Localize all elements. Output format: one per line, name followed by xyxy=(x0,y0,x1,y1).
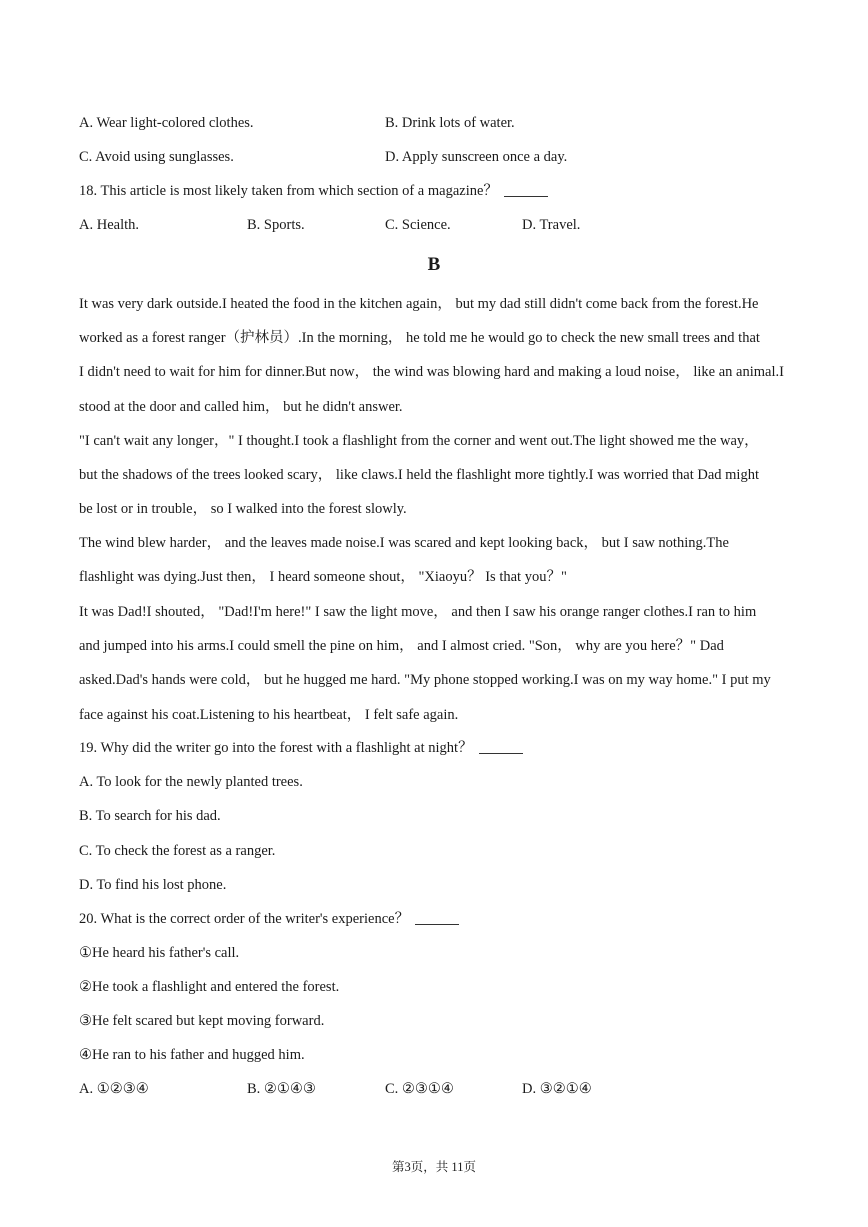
q20-statement-4: ④He ran to his father and hugged him. xyxy=(79,1047,305,1063)
q20-option-a: A. ①②③④ xyxy=(79,1081,149,1097)
answer-blank xyxy=(415,910,459,925)
passage-line: face against his coat.Listening to his heartbeat， I felt safe again. xyxy=(79,706,459,723)
q20-statement-2: ②He took a flashlight and entered the forest. xyxy=(79,979,340,995)
q19-option-d: D. To find his lost phone. xyxy=(79,877,227,893)
passage-line: asked.Dad's hands were cold， but he hugged me hard. "My phone stopped working.I was on my way home." I put my xyxy=(79,672,771,689)
passage-line: I didn't need to wait for him for dinner.But now， the wind was blowing hard and making a loud noise， like an animal.I xyxy=(79,364,784,381)
passage-line: and jumped into his arms.I could smell the pine on him， and I almost cried. "Son， why are you here？" Dad xyxy=(79,638,724,655)
passage-line: It was Dad!I shouted， "Dad!I'm here!" I saw the light move， and then I saw his orange ranger clothes.I ran to him xyxy=(79,604,757,620)
passage-paragraph-4 xyxy=(79,595,791,732)
passage-paragraph-3 xyxy=(79,526,791,594)
q20-option-c: C. ②③①④ xyxy=(385,1081,454,1097)
q20-option-d: D. ③②①④ xyxy=(522,1081,592,1097)
q20-statement-3: ③He felt scared but kept moving forward. xyxy=(79,1013,325,1029)
q18-option-b: B. Sports. xyxy=(247,217,305,233)
q17-option-d: D. Apply sunscreen once a day. xyxy=(385,149,568,165)
section-heading: B xyxy=(427,254,441,275)
q18-option-a: A. Health. xyxy=(79,217,139,233)
answer-blank xyxy=(479,739,523,754)
q19-stem: 19. Why did the writer go into the forest with a flashlight at night？ xyxy=(79,740,473,756)
q17-option-b: B. Drink lots of water. xyxy=(385,115,515,131)
q17-option-c: C. Avoid using sunglasses. xyxy=(79,149,234,165)
passage-paragraph-2 xyxy=(79,424,791,527)
passage-line: The wind blew harder， and the leaves made noise.I was scared and kept looking back， but I saw nothing.The xyxy=(79,535,729,551)
q20-option-b: B. ②①④③ xyxy=(247,1081,316,1097)
q19-option-c: C. To check the forest as a ranger. xyxy=(79,843,276,859)
passage-line: It was very dark outside.I heated the food in the kitchen again， but my dad still didn't come back from the forest.He xyxy=(79,296,759,312)
q20-question xyxy=(79,909,459,929)
q18-option-d: D. Travel. xyxy=(522,217,581,233)
q18-option-c: C. Science. xyxy=(385,217,451,233)
q18-question xyxy=(79,181,548,201)
passage-line: stood at the door and called him， but he didn't answer. xyxy=(79,398,403,415)
passage-line: but the shadows of the trees looked scary， like claws.I held the flashlight more tightly.I was worried that Dad might xyxy=(79,467,759,484)
page-number-footer: 第3页，共 11页 xyxy=(392,1160,476,1174)
q18-stem: 18. This article is most likely taken from which section of a magazine？ xyxy=(79,183,498,199)
q17-option-a: A. Wear light-colored clothes. xyxy=(79,115,254,131)
passage-line: flashlight was dying.Just then， I heard someone shout， "Xiaoyu？ Is that you？" xyxy=(79,569,567,586)
q19-question xyxy=(79,738,523,758)
answer-blank xyxy=(504,182,548,197)
q20-statement-1: ①He heard his father's call. xyxy=(79,945,240,961)
q20-stem: 20. What is the correct order of the writer's experience？ xyxy=(79,911,410,927)
passage-line: be lost or in trouble， so I walked into the forest slowly. xyxy=(79,501,407,518)
q19-option-a: A. To look for the newly planted trees. xyxy=(79,774,303,790)
passage-line: "I can't wait any longer，" I thought.I took a flashlight from the corner and went out.The light showed me the way， xyxy=(79,433,759,449)
passage-paragraph-1 xyxy=(79,287,791,424)
q19-option-b: B. To search for his dad. xyxy=(79,808,221,824)
passage-line: worked as a forest ranger（护林员）.In the morning， he told me he would go to check the new small trees and that xyxy=(79,330,760,347)
